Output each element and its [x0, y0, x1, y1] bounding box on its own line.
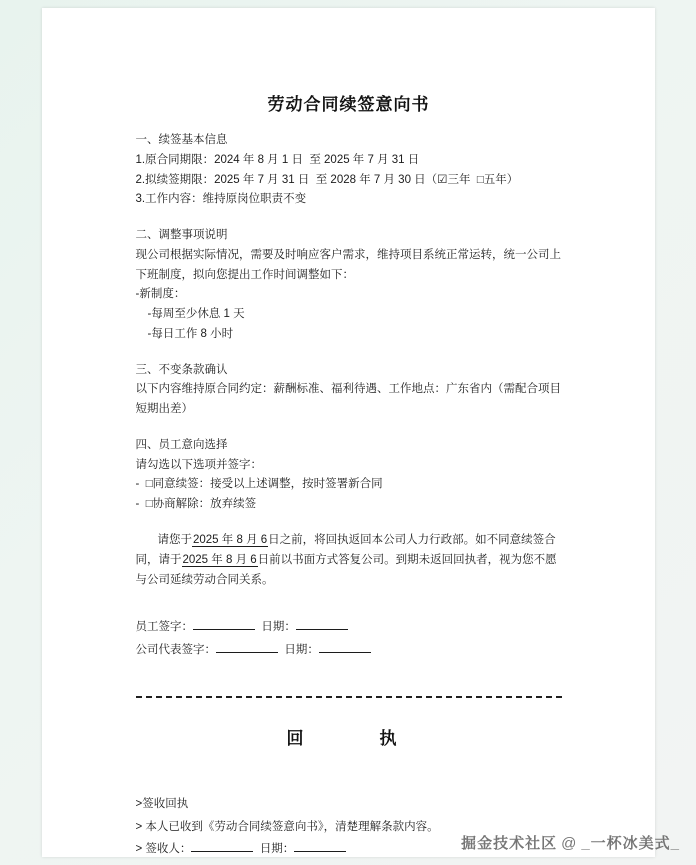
signature-row-company: [136, 639, 562, 662]
section-heading-3: 三、不变条款确认: [135, 363, 228, 376]
notice-part-1: 请您于: [157, 534, 192, 547]
section-4-line-1: 请勾选以下选项并签字：: [135, 458, 262, 471]
signature-row-employee: [136, 616, 562, 639]
tear-off-divider: [136, 696, 562, 698]
document-page: [42, 8, 655, 857]
notice-paragraph: [136, 531, 562, 590]
option-terminate[interactable]: - □协商解除：放弃续签: [135, 498, 257, 511]
receipt-title: 回 执: [286, 729, 411, 749]
signature-label-company: 公司代表签字：: [135, 644, 216, 657]
document-body: [136, 131, 562, 662]
watermark-user: _一杯冰美式_: [581, 835, 680, 852]
receipt-signer-field[interactable]: [191, 840, 253, 852]
section-heading-1: 一、续签基本信息: [135, 134, 228, 146]
receipt-date-label: 日期：: [259, 843, 295, 856]
date-label-company: 日期：: [284, 644, 319, 657]
option-agree-renew[interactable]: - □同意续签：接受以上述调整，按时签署新合同: [135, 478, 383, 491]
signature-field-company[interactable]: [216, 641, 278, 653]
watermark-site: 掘金技术社区: [461, 835, 558, 852]
signature-field-employee[interactable]: [193, 618, 255, 630]
date-field-company[interactable]: [319, 641, 371, 653]
page-title: 劳动合同续签意向书: [267, 95, 430, 114]
notice-date-2: 2025 年 8 月 6: [182, 553, 257, 566]
receipt-signer-label: > 签收人：: [135, 843, 192, 856]
notice-part-2: 日之前，将回执返回本公司人力行政部。如不同意续签合同，请于: [135, 534, 556, 566]
section-2-line-1: 现公司根据实际情况，需要及时响应客户需求，维持项目系统正常运转，统一公司上下班制度，拟向您提出工作时间调整如下：: [135, 248, 561, 281]
section-heading-4: 四、员工意向选择: [135, 438, 228, 451]
section-2-line-2: -新制度：: [135, 288, 186, 301]
receipt-line-2: > 本人已收到《劳动合同续签意向书》，清楚理解条款内容。: [135, 820, 439, 833]
notice-date-1: 2025 年 8 月 6: [193, 534, 268, 547]
section-3-line-1: 以下内容维持原合同约定：薪酬标准、福利待遇、工作地点：广东省内（需配合项目短期出差）: [135, 383, 561, 416]
section-1-line-2: 2.拟续签期限：2025 年 7 月 31 日 至 2028 年 7 月 30 日（☑三年 □五年）: [135, 173, 519, 186]
section-2-line-3: -每周至少休息 1 天: [147, 308, 245, 321]
section-heading-2: 二、调整事项说明: [135, 229, 228, 242]
notice-part-3: 日前以书面方式答复公司。到期未返回回执者，视为您不愿与公司延续劳动合同关系。: [135, 553, 557, 586]
signature-label-employee: 员工签字：: [135, 621, 193, 634]
receipt-line-1: >签收回执: [135, 798, 189, 811]
watermark-separator: @: [561, 835, 578, 852]
watermark: [461, 832, 680, 853]
date-label-employee: 日期：: [261, 621, 296, 634]
signature-block: [136, 616, 562, 662]
document-content: [42, 8, 655, 861]
section-1-line-3: 3.工作内容：维持原岗位职责不变: [135, 193, 307, 206]
section-2-line-4: -每日工作 8 小时: [147, 327, 234, 340]
receipt-date-field[interactable]: [294, 840, 346, 852]
section-1-line-1: 1.原合同期限：2024 年 8 月 1 日 至 2025 年 7 月 31 日: [135, 153, 420, 166]
date-field-employee[interactable]: [296, 618, 348, 630]
